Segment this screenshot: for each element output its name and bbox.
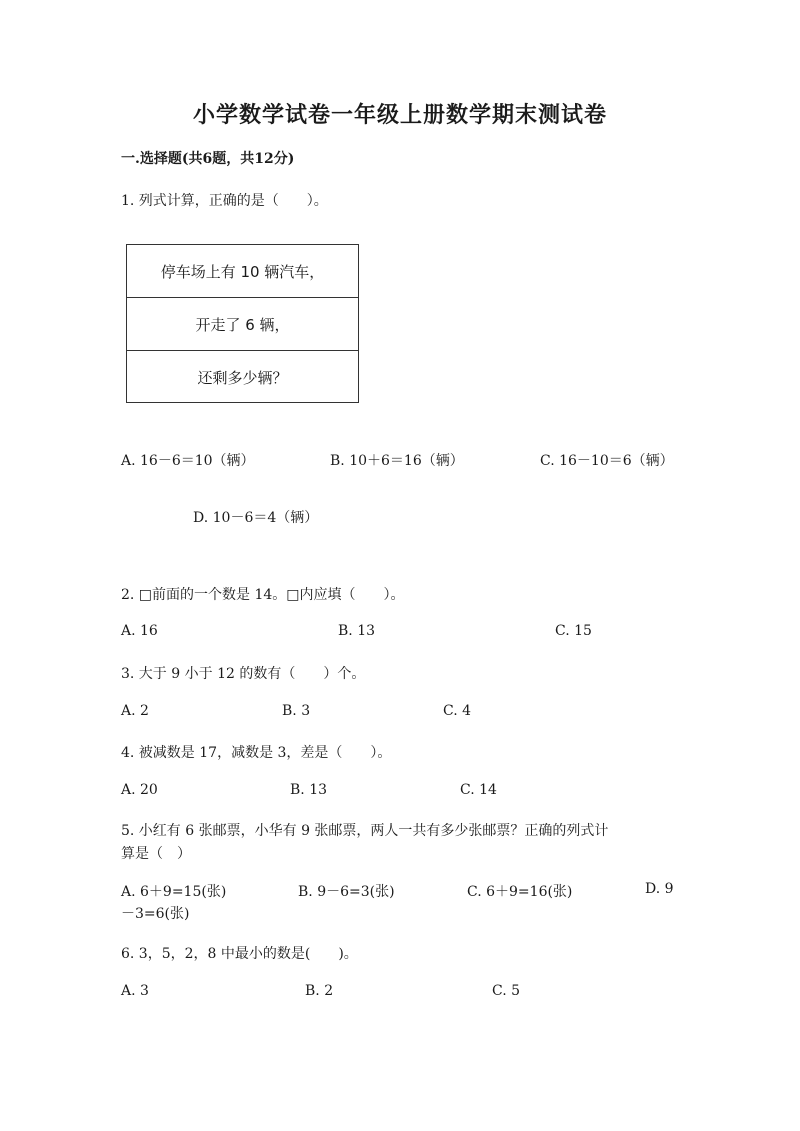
question-5-stem-line-2: 算是（ ） — [121, 846, 191, 862]
question-3-stem: 3. 大于 9 小于 12 的数有（ ）个。 — [121, 666, 366, 682]
question-6-option-b[interactable]: B. 2 — [305, 983, 334, 999]
question-6-option-a[interactable]: A. 3 — [121, 983, 149, 999]
question-6-option-c[interactable]: C. 5 — [492, 983, 521, 999]
question-1-option-c[interactable]: C. 16－10＝6（辆） — [540, 453, 674, 469]
question-6-stem: 6. 3，5，2，8 中最小的数是( )。 — [121, 946, 358, 962]
question-1-stem: 1. 列式计算，正确的是（ ）。 — [121, 193, 328, 209]
question-5-stem-line-1: 5. 小红有 6 张邮票，小华有 9 张邮票，两人一共有多少张邮票？正确的列式计 — [121, 823, 609, 839]
question-4-option-b[interactable]: B. 13 — [290, 782, 328, 798]
question-1-option-d[interactable]: D. 10－6＝4（辆） — [193, 510, 319, 526]
question-2-option-b[interactable]: B. 13 — [338, 623, 376, 639]
section-heading: 一.选择题(共6题，共12分) — [121, 151, 295, 167]
question-1-word-problem-box — [126, 244, 359, 403]
question-2-option-a[interactable]: A. 16 — [121, 623, 158, 639]
page-title: 小学数学试卷一年级上册数学期末测试卷 — [192, 102, 607, 128]
question-2-stem: 2. □前面的一个数是 14。□内应填（ ）。 — [121, 587, 405, 603]
question-4-stem: 4. 被减数是 17，减数是 3，差是（ ）。 — [121, 745, 392, 761]
question-4-option-a[interactable]: A. 20 — [121, 782, 158, 798]
question-1-option-b[interactable]: B. 10＋6＝16（辆） — [330, 453, 464, 469]
question-5-option-b[interactable]: B. 9－6=3(张) — [298, 884, 395, 900]
question-2-option-c[interactable]: C. 15 — [555, 623, 592, 639]
question-4-option-c[interactable]: C. 14 — [460, 782, 497, 798]
question-5-option-a[interactable]: A. 6＋9=15(张) — [121, 884, 227, 900]
question-3-option-a[interactable]: A. 2 — [121, 703, 149, 719]
question-5-option-c[interactable]: C. 6＋9=16(张) — [467, 884, 573, 900]
question-1-option-a[interactable]: A. 16－6＝10（辆） — [121, 453, 255, 469]
question-3-option-c[interactable]: C. 4 — [443, 703, 472, 719]
question-3-option-b[interactable]: B. 3 — [282, 703, 311, 719]
box-line-1: 停车场上有 10 辆汽车， — [127, 245, 358, 298]
question-5-option-d-continued[interactable]: －3=6(张) — [121, 906, 190, 922]
box-line-3: 还剩多少辆？ — [197, 369, 288, 387]
question-5-option-d[interactable]: D. 9 — [645, 881, 674, 897]
box-line-2: 开走了 6 辆， — [127, 298, 358, 351]
